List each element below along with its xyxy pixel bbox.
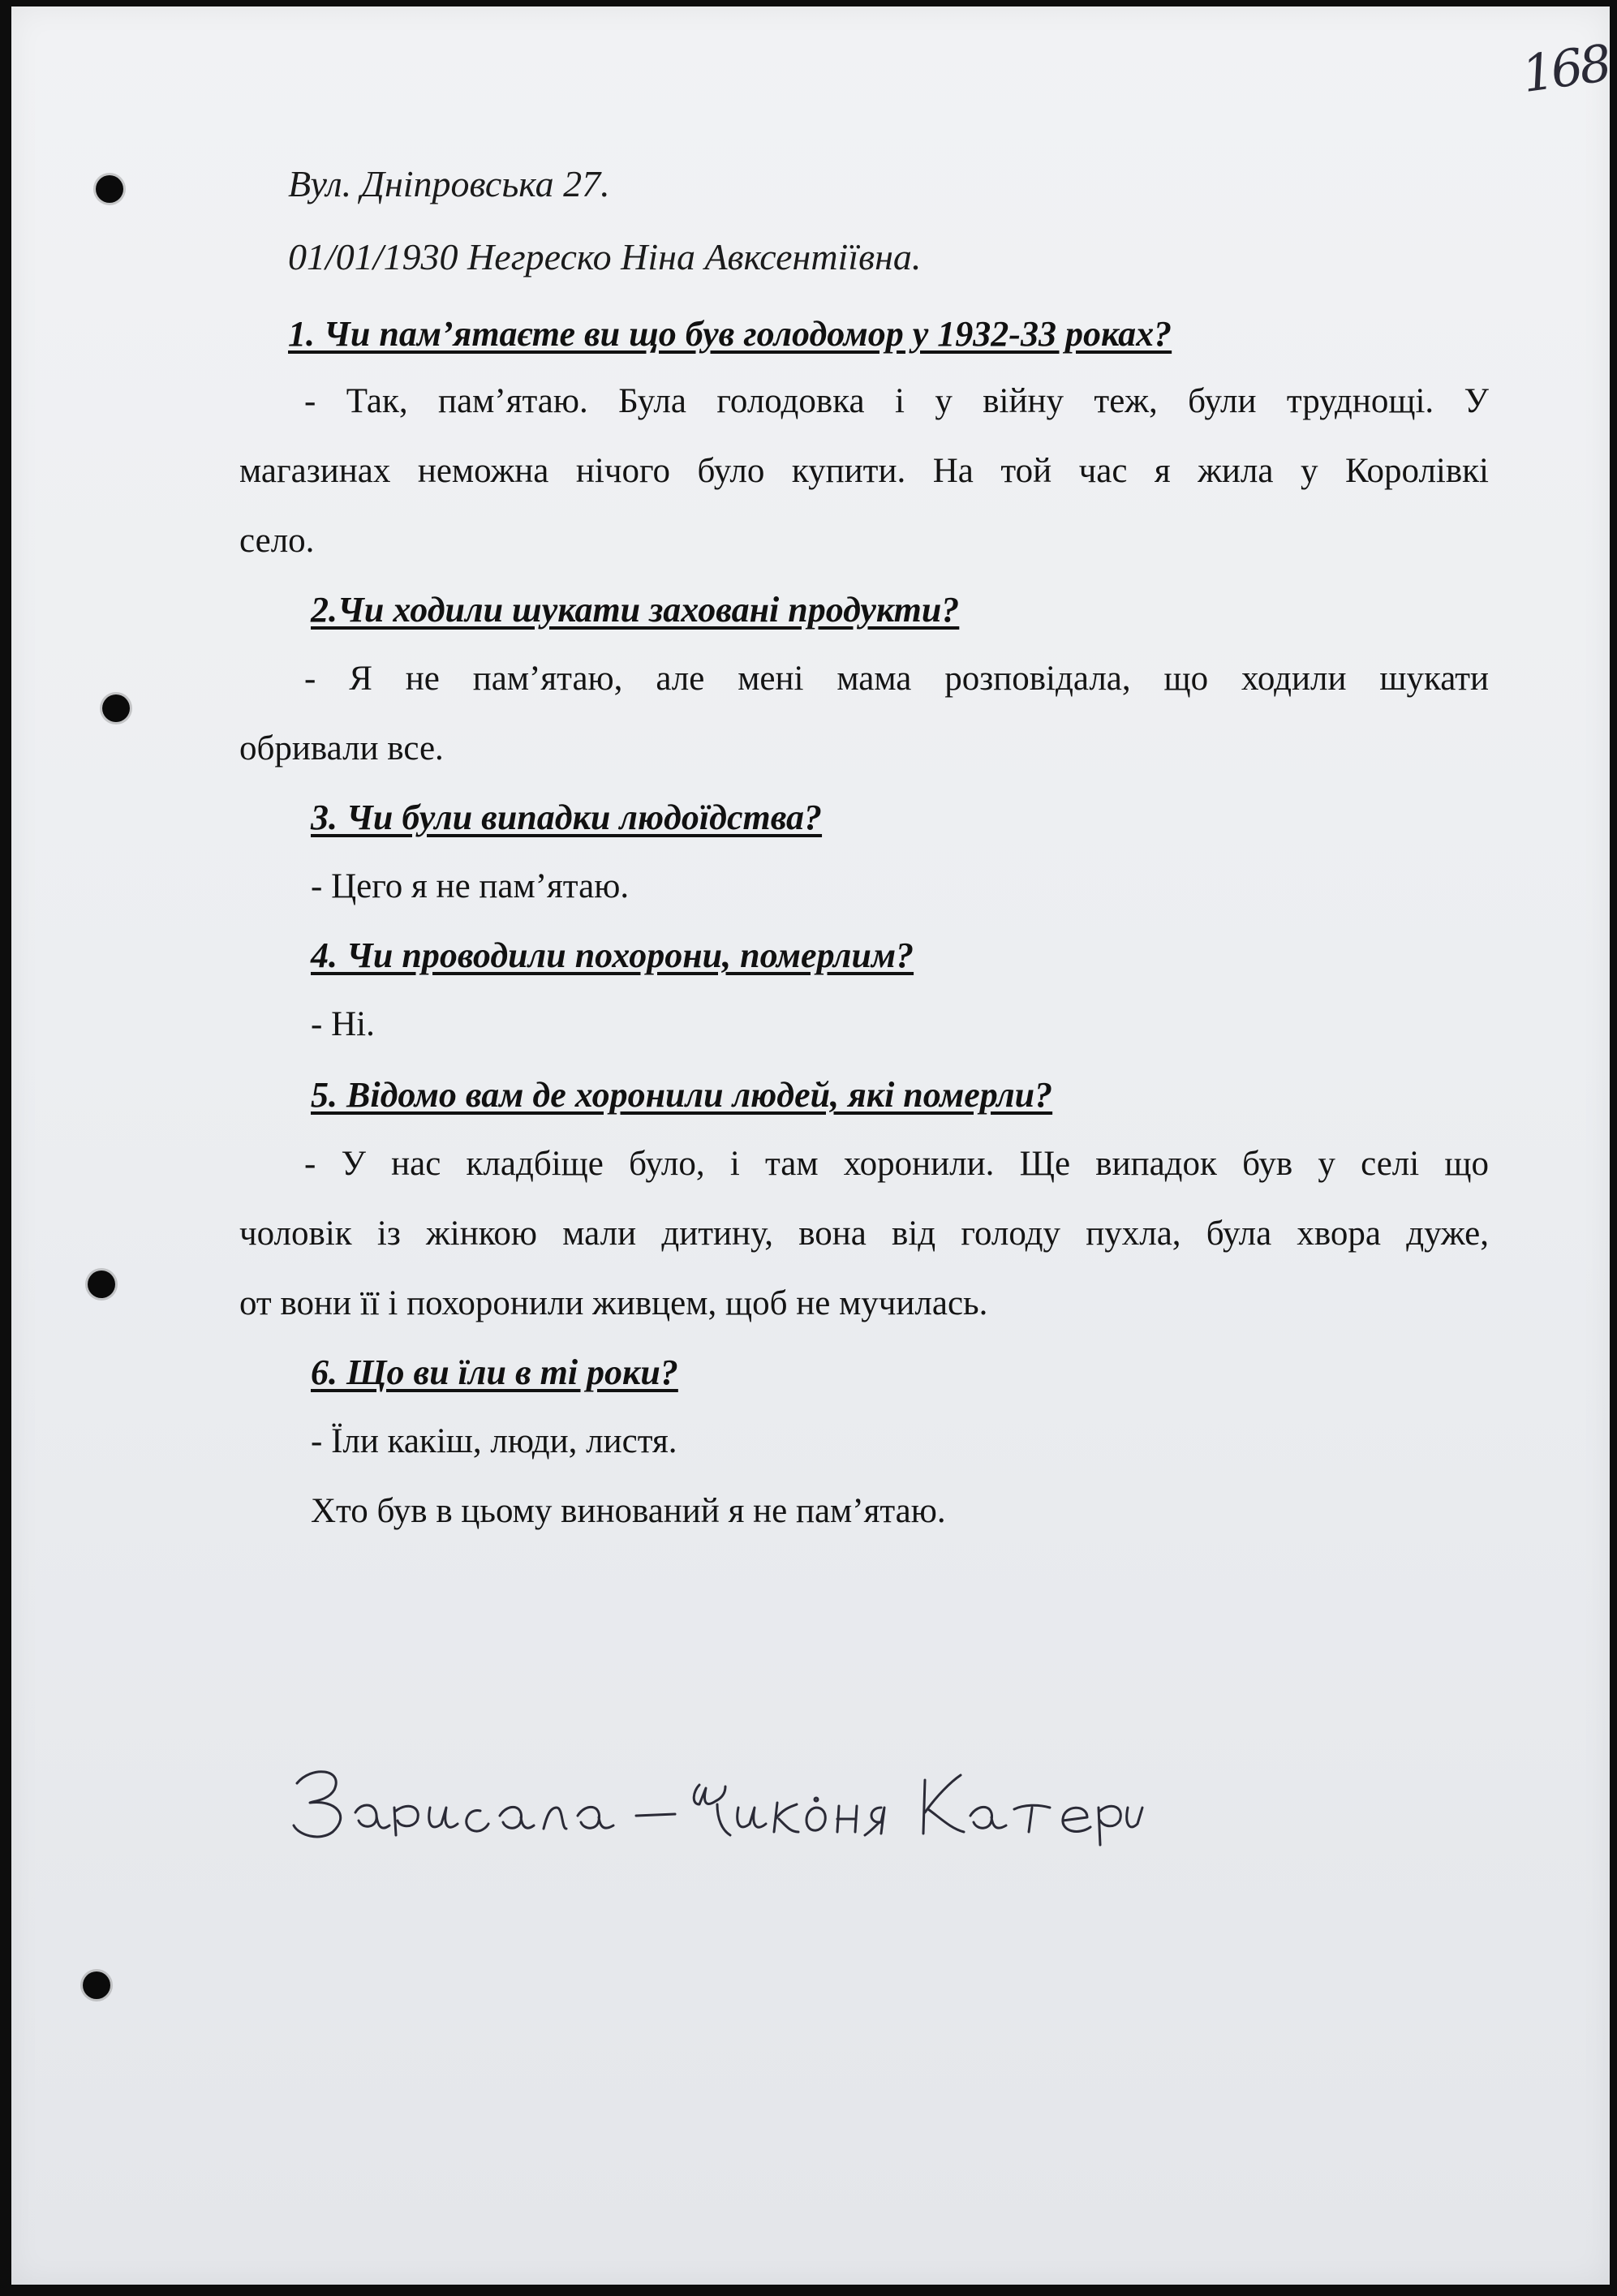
punch-hole	[88, 1271, 115, 1298]
answer-2-line-2: обривали все.	[239, 729, 444, 767]
punch-hole	[83, 1971, 110, 1999]
answer-2-line-1: - Я не пам’ятаю, але мені мама розповідала, що ходили шукати	[304, 660, 1489, 698]
answer-5-line-3: от вони її і похоронили живцем, щоб не мучилась.	[239, 1284, 988, 1322]
page-number: 168	[1518, 32, 1612, 105]
address-line: Вул. Дніпровська 27.	[288, 163, 610, 204]
closing-line: Хто був в цьому винований я не пам’ятаю.	[311, 1492, 946, 1530]
question-2: 2.Чи ходили шукати заховані продукти?	[311, 590, 960, 630]
punch-hole	[96, 175, 123, 203]
answer-5-line-2: чоловік із жінкою мали дитину, вона від голоду пухла, була хвора дуже,	[239, 1215, 1489, 1253]
answer-6-line-1: - Їли какіш, люди, листя.	[311, 1422, 677, 1460]
respondent-line: 01/01/1930 Негреско Ніна Авксентіївна.	[288, 236, 922, 277]
question-6: 6. Що ви їли в ті роки?	[311, 1352, 678, 1392]
answer-1-line-2: магазинах неможна нічого було купити. На той час я жила у Королівкі	[239, 452, 1489, 490]
question-5: 5. Відомо вам де хоронили людей, які померли?	[311, 1075, 1053, 1115]
answer-5-line-1: - У нас кладбіще було, і там хоронили. Ще випадок був у селі що	[304, 1145, 1489, 1183]
answer-1-line-3: село.	[239, 522, 315, 560]
answer-4-line-1: - Ні.	[311, 1005, 375, 1043]
question-4: 4. Чи проводили похорони, померлим?	[311, 935, 914, 975]
punch-hole	[102, 694, 130, 722]
answer-3-line-1: - Цего я не пам’ятаю.	[311, 867, 630, 905]
handwritten-signature	[287, 1751, 1147, 1848]
question-1: 1. Чи пам’ятаєте ви що був голодомор у 1932-33 роках?	[288, 314, 1172, 354]
document-page	[11, 6, 1610, 2285]
question-3: 3. Чи були випадки людоїдства?	[311, 798, 823, 837]
answer-1-line-1: - Так, пам’ятаю. Була голодовка і у війну теж, були труднощі. У	[304, 382, 1489, 420]
